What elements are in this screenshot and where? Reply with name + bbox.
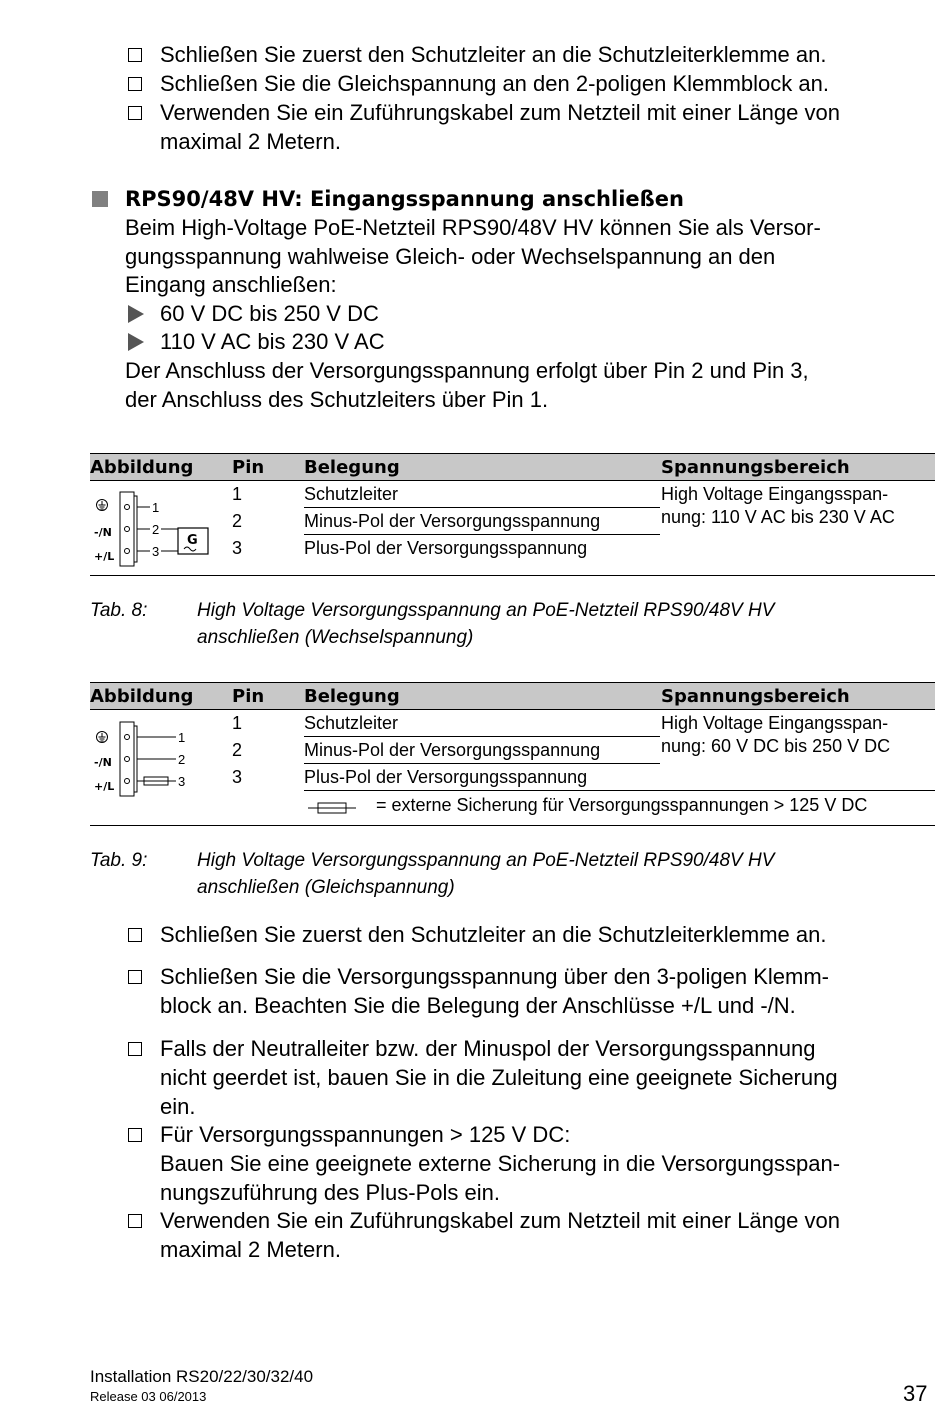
table-row-pin: 2 xyxy=(232,740,243,760)
list-item-continuation: maximal 2 Metern. xyxy=(160,1237,341,1262)
col-belegung: Belegung xyxy=(304,686,400,707)
table-row-pin: 3 xyxy=(232,767,243,787)
checkbox-icon xyxy=(128,1128,142,1142)
table-row-assign: Minus-Pol der Versorgungsspannung xyxy=(304,740,601,760)
checkbox-icon xyxy=(128,48,142,62)
list-item: Schließen Sie die Gleichspannung an den 2-poligen Klemmblock an. xyxy=(160,71,829,96)
list-item: Schließen Sie zuerst den Schutzleiter an die Schutzleiterklemme an. xyxy=(160,922,827,947)
pin-label-minus: -/N xyxy=(94,526,112,539)
bullet-item: 110 V AC bis 230 V AC xyxy=(160,329,385,354)
col-abbildung: Abbildung xyxy=(90,457,194,478)
table9-header xyxy=(90,682,935,710)
table-row-assign: Schutzleiter xyxy=(304,484,399,504)
pin-number: 2 xyxy=(178,752,186,767)
list-item: Für Versorgungsspannungen > 125 V DC: xyxy=(160,1122,571,1147)
bullet-item: 60 V DC bis 250 V DC xyxy=(160,301,379,326)
checkbox-icon xyxy=(128,77,142,91)
voltage-range: High Voltage Eingangsspan- xyxy=(661,713,889,733)
list-item: Schließen Sie zuerst den Schutzleiter an die Schutzleiterklemme an. xyxy=(160,42,827,67)
voltage-range: High Voltage Eingangsspan- xyxy=(661,484,889,504)
section-square-icon xyxy=(92,191,108,207)
pin-number: 1 xyxy=(152,500,160,515)
table-row-assign: Schutzleiter xyxy=(304,713,399,733)
table8-header xyxy=(90,453,935,481)
page-number: 37 xyxy=(903,1381,928,1406)
col-spannungsbereich: Spannungsbereich xyxy=(661,686,850,707)
table8-caption-label: Tab. 8: xyxy=(90,600,148,621)
checkbox-icon xyxy=(128,106,142,120)
bullet-arrow-icon xyxy=(128,305,144,323)
list-item-continuation: nicht geerdet ist, bauen Sie in die Zuleitung eine geeignete Sicherung xyxy=(160,1065,838,1090)
section-title: RPS90/48V HV: Eingangsspannung anschließen xyxy=(125,187,684,211)
checkbox-icon xyxy=(128,1042,142,1056)
table9-caption-label: Tab. 9: xyxy=(90,850,148,871)
checkbox-icon xyxy=(128,970,142,984)
voltage-range: nung: 60 V DC bis 250 V DC xyxy=(661,736,891,756)
list-item: Verwenden Sie ein Zuführungskabel zum Netzteil mit einer Länge von xyxy=(160,100,840,125)
list-item: Falls der Neutralleiter bzw. der Minuspol der Versorgungsspannung xyxy=(160,1036,816,1061)
table9-caption: High Voltage Versorgungsspannung an PoE-Netzteil RPS90/48V HV xyxy=(197,850,775,871)
col-spannungsbereich: Spannungsbereich xyxy=(661,457,850,478)
section-intro-line: Eingang anschließen: xyxy=(125,272,337,297)
terminal-block-dc-diagram xyxy=(92,716,217,798)
pin-number: 2 xyxy=(152,522,160,537)
list-item-continuation: Bauen Sie eine geeignete externe Sicherung in die Versorgungsspan- xyxy=(160,1151,841,1176)
table8-caption: anschließen (Wechselspannung) xyxy=(197,627,474,648)
terminal-block-ac-diagram xyxy=(92,488,217,570)
voltage-range: nung: 110 V AC bis 230 V AC xyxy=(661,507,895,527)
fuse-icon xyxy=(308,799,356,817)
pin-label-plus: +/L xyxy=(94,550,115,563)
pin-number: 1 xyxy=(178,730,186,745)
bullet-arrow-icon xyxy=(128,333,144,351)
table9-caption: anschließen (Gleichspannung) xyxy=(197,877,455,898)
checkbox-icon xyxy=(128,1214,142,1228)
table8-caption: High Voltage Versorgungsspannung an PoE-Netzteil RPS90/48V HV xyxy=(197,600,775,621)
section-outro-line: der Anschluss des Schutzleiters über Pin 1. xyxy=(125,387,549,412)
ground-icon xyxy=(97,500,108,511)
pin-label-plus: +/L xyxy=(94,780,115,793)
pin-label-minus: -/N xyxy=(94,756,112,769)
footer-release: Release 03 06/2013 xyxy=(90,1389,207,1404)
section-outro-line: Der Anschluss der Versorgungsspannung erfolgt über Pin 2 und Pin 3, xyxy=(125,358,809,383)
col-pin: Pin xyxy=(232,686,265,707)
fuse-note: = externe Sicherung für Versorgungsspannungen > 125 V DC xyxy=(376,795,868,815)
table-row-pin: 2 xyxy=(232,511,243,531)
col-abbildung: Abbildung xyxy=(90,686,194,707)
col-pin: Pin xyxy=(232,457,265,478)
table-row-pin: 1 xyxy=(232,484,243,504)
section-intro-line: Beim High-Voltage PoE-Netzteil RPS90/48V HV können Sie als Versor- xyxy=(125,215,821,240)
section-intro-line: gungsspannung wahlweise Gleich- oder Wechselspannung an den xyxy=(125,244,776,269)
footer-title: Installation RS20/22/30/32/40 xyxy=(90,1367,314,1386)
table-row-pin: 1 xyxy=(232,713,243,733)
col-belegung: Belegung xyxy=(304,457,400,478)
list-item: Schließen Sie die Versorgungsspannung über den 3-poligen Klemm- xyxy=(160,964,829,989)
list-item-continuation: ein. xyxy=(160,1094,196,1119)
list-item: Verwenden Sie ein Zuführungskabel zum Netzteil mit einer Länge von xyxy=(160,1208,840,1233)
pin-number: 3 xyxy=(178,774,186,789)
table-row-pin: 3 xyxy=(232,538,243,558)
checkbox-icon xyxy=(128,928,142,942)
generator-label: G xyxy=(187,533,198,548)
list-item-continuation: nungszuführung des Plus-Pols ein. xyxy=(160,1180,500,1205)
list-item-continuation: block an. Beachten Sie die Belegung der Anschlüsse +/L und -/N. xyxy=(160,993,796,1018)
pin-number: 3 xyxy=(152,544,160,559)
table-row-assign: Plus-Pol der Versorgungsspannung xyxy=(304,767,588,787)
table-row-assign: Plus-Pol der Versorgungsspannung xyxy=(304,538,588,558)
table-row-assign: Minus-Pol der Versorgungsspannung xyxy=(304,511,601,531)
ground-icon xyxy=(97,732,108,743)
list-item-continuation: maximal 2 Metern. xyxy=(160,129,341,154)
